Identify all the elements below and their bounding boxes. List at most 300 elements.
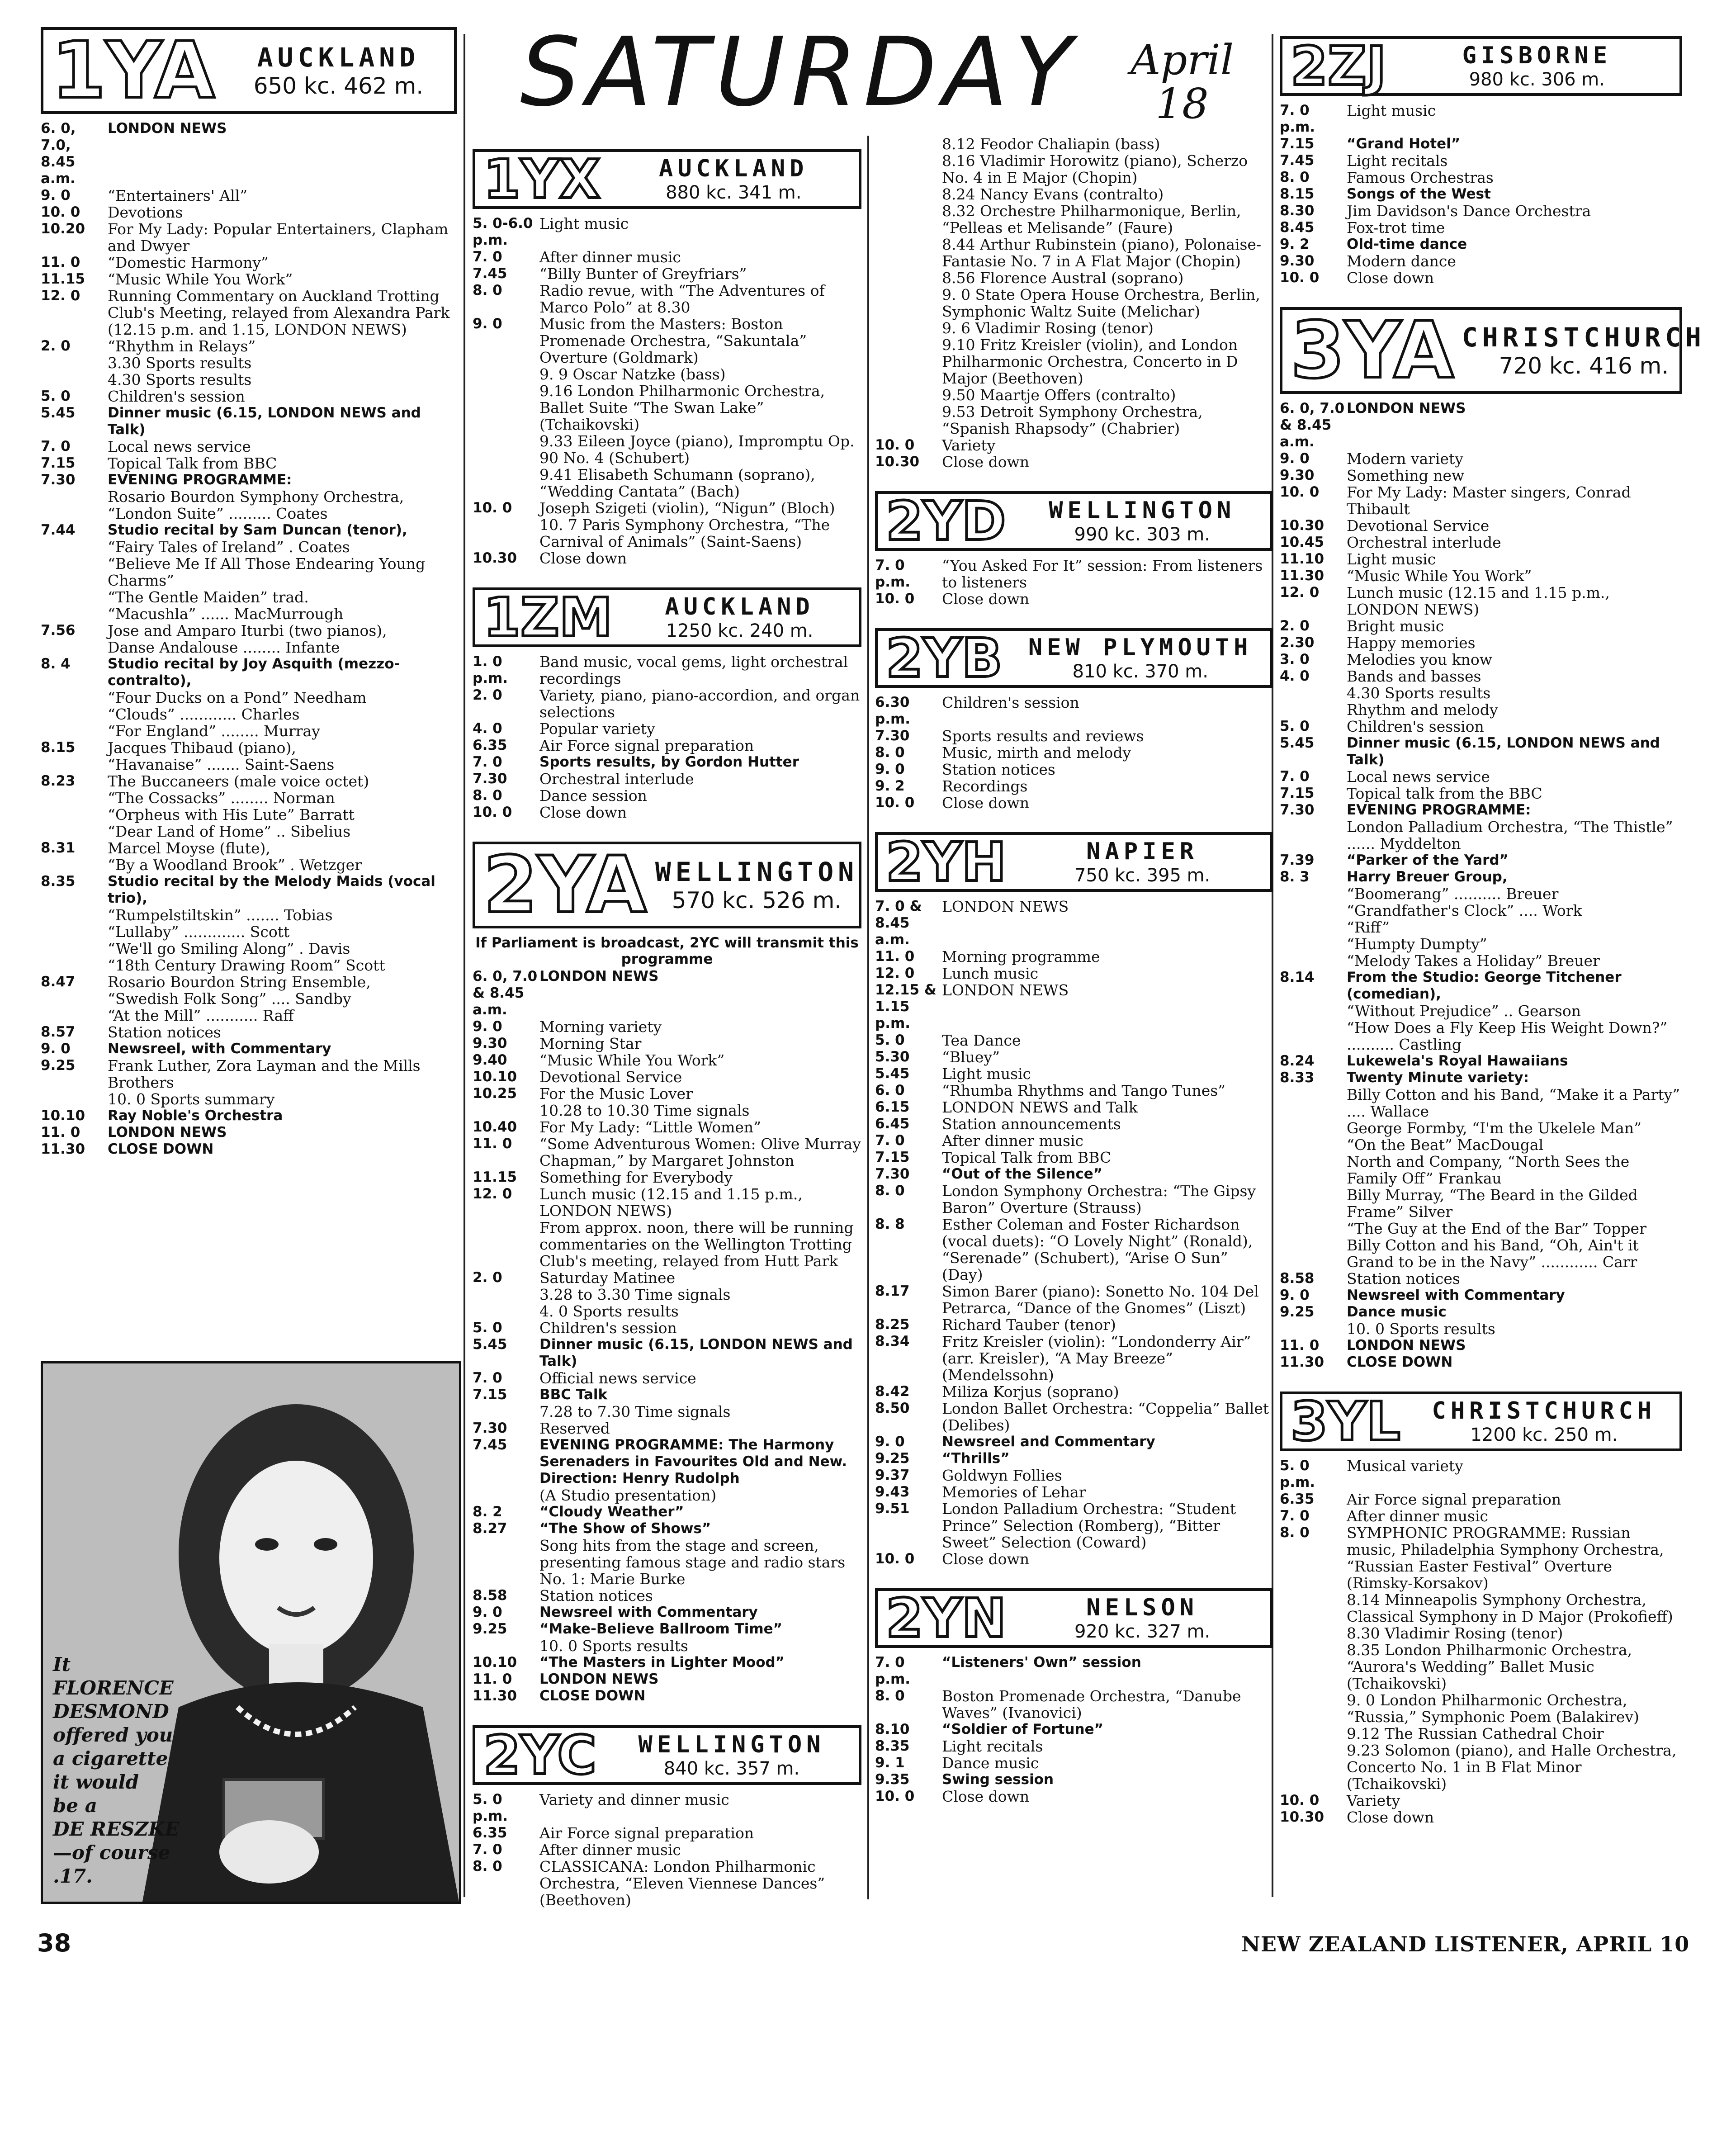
programme-time: 5. 0-6.0 p.m. — [473, 215, 533, 248]
programme-title: “Swedish Folk Song” .... Sandby — [108, 990, 351, 1008]
programme-title: “At the Mill” ........... Raff — [108, 1007, 294, 1024]
programme-time: 6.35 — [473, 1825, 507, 1841]
programme-time: 11.30 — [41, 1141, 85, 1157]
programme-item — [1280, 1625, 1682, 1642]
programme-time: 11.30 — [473, 1688, 517, 1704]
programme-time: 9.25 — [473, 1621, 507, 1637]
station-1ya — [41, 27, 457, 1158]
station-3yl — [1280, 1392, 1682, 1826]
programme-time: 10.25 — [473, 1085, 517, 1102]
programme-time: 9.25 — [41, 1057, 76, 1074]
station-banner — [473, 587, 861, 647]
programme-time — [875, 270, 942, 286]
programme-title: Sports results and reviews — [942, 727, 1144, 745]
programme-time: 9. 0 — [473, 1018, 502, 1035]
programme-item — [473, 1085, 861, 1102]
programme-title: “Soldier of Fortune” — [942, 1721, 1103, 1737]
programme-item — [875, 387, 1273, 403]
programme-time — [1280, 685, 1347, 701]
programme-item — [473, 1437, 861, 1487]
programme-item — [473, 1102, 861, 1119]
programme-title: Running Commentary on Auckland Trotting Club's Meeting, relayed from Alexandra Park (12.15 p.m. and 1.15, LONDON NEWS) — [108, 287, 450, 338]
programme-title: Music from the Masters: Boston Promenade Orchestra, “Sakuntala” Overture (Goldmark) — [539, 315, 807, 366]
programme-title: Frank Luther, Zora Layman and the Mills Brothers — [108, 1057, 421, 1091]
programme-time — [41, 606, 108, 622]
programme-item — [1280, 270, 1682, 286]
programme-item — [875, 152, 1273, 186]
programme-item — [875, 1065, 1273, 1082]
programme-title: “On the Beat” MacDougal — [1347, 1136, 1544, 1154]
programme-title: LONDON NEWS — [539, 968, 659, 985]
programme-time — [1280, 902, 1347, 919]
programme-title: 8.24 Nancy Evans (contralto) — [942, 185, 1164, 203]
programme-item — [1280, 1287, 1682, 1304]
programme-item — [473, 215, 861, 249]
programme-item — [1280, 634, 1682, 651]
programme-item — [1280, 1086, 1682, 1120]
programme-item — [1280, 919, 1682, 936]
programme-item — [875, 591, 1273, 607]
programme-title: “Fairy Tales of Ireland” . Coates — [108, 538, 350, 556]
programme-title: Station notices — [539, 1587, 653, 1605]
station-callsign: 1YX — [475, 152, 609, 206]
programme-time: 8. 3 — [1280, 869, 1310, 885]
programme-title: Song hits from the stage and screen, presenting famous stage and radio stars — [539, 1537, 846, 1571]
programme-time: 7.15 — [473, 1387, 507, 1403]
programme-time: 6. 0, 7.0 & 8.45 a.m. — [473, 968, 538, 1018]
publication-footer: NEW ZEALAND LISTENER, APRIL 10 — [1241, 1932, 1690, 1956]
station-callsign: 3YA — [1282, 310, 1462, 391]
programme-title: Orchestral interlude — [539, 770, 694, 788]
programme-time: 12. 0 — [875, 965, 915, 981]
programme-item — [1280, 852, 1682, 869]
programme-time: 7.15 — [1280, 785, 1315, 801]
programme-title: “Out of the Silence” — [942, 1166, 1103, 1182]
programme-time: 5. 0 — [1280, 718, 1310, 734]
programme-title: “Dear Land of Home” .. Sibelius — [108, 823, 351, 840]
programme-time: 12. 0 — [473, 1186, 512, 1202]
programme-item — [41, 338, 457, 355]
programme-title: CLOSE DOWN — [108, 1141, 214, 1157]
programme-time — [41, 923, 108, 940]
programme-item — [41, 505, 457, 522]
programme-item — [473, 1621, 861, 1638]
programme-item — [875, 982, 1273, 1032]
programme-title: Modern dance — [1347, 252, 1456, 270]
programme-title: Music, mirth and melody — [942, 744, 1131, 762]
programme-item — [473, 1654, 861, 1671]
station-city: NAPIER — [1086, 838, 1199, 865]
programme-item — [473, 500, 861, 516]
programme-item — [1280, 400, 1682, 450]
programme-time: 8. 0 — [1280, 169, 1310, 185]
column-2 — [473, 149, 861, 1929]
programme-item — [1280, 1053, 1682, 1070]
station-1yx-continued — [875, 136, 1273, 470]
programme-title: “18th Century Drawing Room” Scott — [108, 956, 385, 974]
programme-item — [1280, 1809, 1682, 1826]
programme-time — [41, 488, 108, 505]
programme-item — [1280, 253, 1682, 270]
programme-title: Something for Everybody — [539, 1169, 733, 1186]
programme-item — [1280, 1237, 1682, 1270]
programme-title: Dance music — [942, 1754, 1039, 1772]
station-frequency: 1250 kc. 240 m. — [666, 620, 814, 641]
programme-item — [1280, 1354, 1682, 1371]
station-2yh — [875, 832, 1273, 1567]
programme-time: 11.15 — [473, 1169, 517, 1185]
programme-title: “The Show of Shows” — [539, 1520, 711, 1537]
programme-item — [1280, 952, 1682, 969]
programme-title: Topical Talk from BBC — [108, 454, 277, 472]
programme-item — [1280, 1270, 1682, 1287]
programme-time: 8.24 — [1280, 1053, 1315, 1069]
programme-item — [1280, 1070, 1682, 1086]
programme-item — [473, 653, 861, 687]
programme-item — [875, 1283, 1273, 1316]
programme-time — [1280, 1153, 1347, 1187]
programme-title: LONDON NEWS — [942, 981, 1069, 999]
programme-title: After dinner music — [942, 1132, 1084, 1150]
programme-item — [875, 1132, 1273, 1149]
programme-item — [473, 249, 861, 265]
programme-title: Radio revue, with “The Adventures of Marco Polo” at 8.30 — [539, 282, 825, 316]
programme-item — [1280, 651, 1682, 668]
programme-item — [875, 1467, 1273, 1484]
advert-line: FLORENCE — [53, 1677, 174, 1699]
programme-item — [41, 756, 457, 773]
programme-time: 8.25 — [875, 1316, 910, 1333]
programme-title: 9.16 London Philharmonic Orchestra, Ballet Suite “The Swan Lake” (Tchaikovski) — [539, 382, 825, 433]
programme-time: 8. 8 — [875, 1216, 905, 1232]
programme-title: “The Masters in Lighter Mood” — [539, 1654, 785, 1671]
programme-item — [473, 516, 861, 550]
programme-title: 8.12 Feodor Chaliapin (bass) — [942, 135, 1160, 153]
programme-title: Topical talk from the BBC — [1347, 785, 1542, 802]
programme-item — [875, 186, 1273, 203]
programme-item — [473, 282, 861, 316]
programme-time: 8. 0 — [473, 787, 502, 804]
programme-time: 10. 0 — [875, 591, 915, 607]
programme-time: 7.45 — [473, 265, 507, 282]
programme-time — [875, 186, 942, 203]
programme-title: LONDON NEWS — [108, 1124, 227, 1141]
programme-time: 4. 0 — [473, 720, 502, 737]
station-city: GISBORNE — [1462, 42, 1612, 69]
programme-title: 3.28 to 3.30 Time signals — [539, 1286, 731, 1303]
programme-item — [1280, 969, 1682, 1003]
programme-time — [41, 940, 108, 957]
programme-time: 7. 0 — [1280, 768, 1310, 785]
programme-time: 8. 0 — [473, 1858, 502, 1874]
programme-title: LONDON NEWS — [942, 898, 1069, 915]
programme-title: Studio recital by the Melody Maids (vocal trio), — [108, 873, 435, 906]
programme-time: 6.30 p.m. — [875, 694, 911, 727]
programme-title: “Thrills” — [942, 1450, 1010, 1467]
programme-title: Light recitals — [1347, 152, 1448, 170]
programme-item — [41, 522, 457, 539]
programme-item — [1280, 1304, 1682, 1321]
programme-title: “Macushla” ...... MacMurrough — [108, 605, 344, 623]
programme-title: Light music — [539, 215, 629, 232]
programme-time: 8.42 — [875, 1383, 910, 1400]
programme-time — [1280, 1725, 1347, 1742]
programme-time: 8.10 — [875, 1721, 910, 1737]
programme-item — [41, 622, 457, 639]
station-city: AUCKLAND — [257, 42, 420, 73]
programme-time: 8.33 — [1280, 1070, 1315, 1086]
station-callsign: 2YD — [878, 494, 1014, 548]
programme-title: 8.56 Florence Austral (soprano) — [942, 269, 1184, 287]
programme-title: “Some Adventurous Women: Olive Murray Chapman,” by Margaret Johnston — [539, 1135, 861, 1169]
advert-line: It — [53, 1653, 71, 1676]
programme-item — [875, 1721, 1273, 1738]
advert-copy — [53, 1653, 225, 1888]
programme-title: 4.30 Sports results — [108, 371, 252, 388]
programme-item — [875, 1216, 1273, 1283]
programme-item — [473, 1825, 861, 1841]
programme-title: Billy Cotton and his Band, “Oh, Ain't it Grand to be in the Navy” ............ Carr — [1347, 1236, 1639, 1271]
programme-time: 5. 0 — [473, 1320, 502, 1336]
programme-item — [473, 1269, 861, 1286]
programme-time: 5. 0 — [41, 388, 71, 404]
programme-title: Air Force signal preparation — [1347, 1491, 1561, 1508]
programme-item — [41, 555, 457, 589]
programme-item — [1280, 1120, 1682, 1136]
programme-item — [1280, 701, 1682, 718]
programme-item — [41, 974, 457, 990]
programme-title: Air Force signal preparation — [539, 737, 754, 754]
programme-title: Close down — [942, 590, 1030, 608]
programme-time: 2.30 — [1280, 634, 1315, 651]
programme-time: 9. 0 — [473, 1604, 502, 1620]
programme-title: 9.53 Detroit Symphony Orchestra, “Spanish Rhapsody” (Chabrier) — [942, 403, 1203, 437]
programme-item — [473, 1119, 861, 1136]
programme-title: Morning programme — [942, 948, 1100, 966]
programme-item — [875, 1788, 1273, 1805]
station-3ya — [1280, 305, 1706, 1371]
programme-title: Close down — [539, 549, 627, 567]
programme-item — [473, 466, 861, 500]
programme-title: Children's session — [942, 694, 1079, 711]
programme-item — [875, 965, 1273, 982]
programme-time — [473, 1403, 539, 1420]
programme-item — [1280, 1136, 1682, 1153]
programme-item — [1280, 152, 1682, 169]
programme-item — [473, 550, 861, 567]
programme-time: 9. 2 — [1280, 236, 1310, 252]
programme-item — [41, 271, 457, 288]
programme-item — [1280, 902, 1682, 919]
station-city: AUCKLAND — [665, 593, 814, 620]
station-banner — [41, 27, 457, 114]
programme-item — [1280, 718, 1682, 735]
programme-title: CLASSICANA: London Philharmonic Orchestra, “Eleven Viennese Dances” (Beethoven) — [539, 1858, 825, 1909]
programme-time: 2. 0 — [473, 687, 502, 703]
programme-time: 8.14 — [1280, 969, 1315, 985]
programme-item — [1280, 1321, 1682, 1337]
programme-title: Orchestral interlude — [1347, 534, 1501, 551]
programme-title: Close down — [1347, 269, 1434, 287]
programme-title: “Riff” — [1347, 918, 1390, 936]
programme-item — [1280, 467, 1682, 484]
station-info — [1011, 631, 1271, 685]
programme-time: 7.15 — [875, 1149, 910, 1165]
programme-title: Jim Davidson's Dance Orchestra — [1347, 202, 1591, 220]
station-city: CHRISTCHURCH — [1432, 1397, 1656, 1425]
programme-item — [41, 957, 457, 974]
programme-title: Light music — [1347, 550, 1436, 568]
station-frequency: 880 kc. 341 m. — [666, 182, 802, 203]
page-number: 38 — [37, 1929, 71, 1957]
programme-item — [1280, 869, 1682, 885]
programme-item — [41, 840, 457, 857]
programme-title: Light music — [1347, 102, 1436, 119]
programme-item — [875, 1500, 1273, 1551]
programme-title: Happy memories — [1347, 634, 1476, 652]
programme-title: Jose and Amparo Iturbi (two pianos), — [108, 622, 387, 639]
programme-item — [473, 1858, 861, 1908]
programme-item — [1280, 102, 1682, 136]
programme-item — [41, 606, 457, 622]
programme-title: The Buccaneers (male voice octet) — [108, 772, 369, 790]
programme-item — [875, 236, 1273, 270]
programme-item — [875, 1333, 1273, 1383]
programme-item — [473, 771, 861, 787]
station-info — [620, 590, 859, 644]
programme-item — [875, 1032, 1273, 1049]
programme-item — [1280, 1792, 1682, 1809]
programme-time: 10. 0 — [1280, 270, 1320, 286]
station-city: WELLINGTON — [655, 857, 859, 887]
programme-title: Sports results, by Gordon Hutter — [539, 754, 799, 770]
programme-title: Station notices — [1347, 1270, 1460, 1287]
programme-title: “Believe Me If All Those Endearing Young Charms” — [108, 555, 426, 589]
station-info — [1014, 1591, 1270, 1645]
station-frequency: 1200 kc. 250 m. — [1470, 1425, 1618, 1445]
programme-title: After dinner music — [539, 248, 681, 266]
station-callsign: 2ZJ — [1282, 39, 1395, 93]
programme-time: 8.17 — [875, 1283, 910, 1299]
programme-item — [473, 433, 861, 466]
programme-title: Station notices — [108, 1023, 221, 1041]
programme-title: Saturday Matinee — [539, 1269, 676, 1287]
programme-title: “By a Woodland Brook” . Wetzger — [108, 856, 362, 874]
programme-time: 5.45 — [1280, 735, 1315, 751]
programme-time: 9. 0 — [41, 187, 71, 204]
programme-item — [41, 472, 457, 488]
programme-time: 7. 0 — [875, 1132, 905, 1149]
programme-item — [41, 1041, 457, 1057]
programme-time: 11. 0 — [875, 948, 915, 965]
programme-item — [473, 1604, 861, 1621]
programme-time — [875, 387, 942, 403]
programme-time: 7.15 — [41, 455, 76, 471]
programme-title: Bands and basses — [1347, 667, 1481, 685]
programme-time: 10. 0 — [473, 500, 512, 516]
station-info — [609, 152, 859, 206]
programme-title: No. 1: Marie Burke — [539, 1570, 686, 1588]
station-callsign: 2YH — [878, 835, 1014, 889]
programme-item — [1280, 1742, 1682, 1792]
programme-title: 8.32 Orchestre Philharmonique, Berlin, “Pelleas et Melisande” (Faure) — [942, 202, 1241, 237]
programme-title: Something new — [1347, 467, 1465, 484]
programme-title: Rhythm and melody — [1347, 701, 1498, 719]
programme-item — [1280, 1524, 1682, 1591]
programme-title: Close down — [942, 1788, 1030, 1805]
programme-time — [1280, 1086, 1347, 1120]
programme-item — [1280, 169, 1682, 186]
programme-time: 10.20 — [41, 221, 85, 237]
programme-title: Simon Barer (piano): Sonetto No. 104 Del Petrarca, “Dance of the Gnomes” (Liszt) — [942, 1283, 1259, 1317]
programme-title: North and Company, “North Sees the Family Off” Frankau — [1347, 1153, 1630, 1187]
station-frequency: 650 kc. 462 m. — [253, 73, 424, 99]
programme-title: Rosario Bourdon String Ensemble, — [108, 973, 371, 991]
column-4 — [1280, 35, 1706, 1846]
programme-item — [473, 366, 861, 383]
programme-item — [41, 940, 457, 957]
programme-time — [473, 516, 539, 550]
programme-time: 10.30 — [875, 454, 920, 470]
programme-time: 7. 0 — [1280, 1508, 1310, 1524]
programme-time: 7.30 — [1280, 802, 1315, 818]
programme-title: Dinner music (6.15, LONDON NEWS and Talk) — [539, 1336, 853, 1369]
programme-item — [875, 136, 1273, 152]
programme-time: 11. 0 — [41, 254, 80, 270]
programme-time — [41, 790, 108, 806]
programme-time: 5. 0 p.m. — [1280, 1458, 1315, 1491]
programme-item — [1280, 885, 1682, 902]
programme-time: 9.30 — [1280, 467, 1315, 483]
programme-title: “Melody Takes a Holiday” Breuer — [1347, 952, 1600, 970]
programme-item — [1280, 534, 1682, 551]
programme-title: 9.10 Fritz Kreisler (violin), and London Philharmonic Orchestra, Concerto in D Major (Beethoven) — [942, 336, 1238, 387]
programme-item — [1280, 584, 1682, 618]
programme-time: 7.45 — [473, 1437, 507, 1453]
programme-time — [1280, 1642, 1347, 1692]
programme-title: 8.14 Minneapolis Symphony Orchestra, Classical Symphony in D Major (Prokofieff) — [1347, 1591, 1673, 1625]
programme-item — [1280, 186, 1682, 203]
programme-time — [1280, 1187, 1347, 1220]
programme-item — [41, 355, 457, 371]
programme-time: 10.30 — [473, 550, 517, 566]
programme-item — [1280, 136, 1682, 152]
programme-item — [41, 1091, 457, 1108]
station-city: NEW PLYMOUTH — [1028, 634, 1253, 661]
programme-time: 12.15 & 1.15 p.m. — [875, 982, 937, 1032]
programme-time: 8.30 — [1280, 203, 1315, 219]
programme-time: 8. 0 — [1280, 1524, 1310, 1541]
programme-time — [473, 1487, 539, 1504]
column-rule — [867, 136, 869, 1899]
programme-title: EVENING PROGRAMME: — [1347, 802, 1531, 818]
advert-line: a cigarette — [53, 1747, 168, 1770]
programme-time: 8.27 — [473, 1520, 507, 1537]
programme-time: 8.45 — [1280, 219, 1315, 236]
station-banner — [473, 1725, 861, 1785]
programme-time: 9.30 — [473, 1035, 507, 1051]
programme-title: Children's session — [539, 1319, 677, 1337]
station-callsign: 2YA — [475, 844, 655, 926]
programme-item — [41, 254, 457, 271]
programme-title: 9.41 Elisabeth Schumann (soprano), “Wedding Cantata” (Bach) — [539, 466, 815, 500]
programme-time — [875, 236, 942, 270]
programme-title: LONDON NEWS — [1347, 1337, 1466, 1354]
programme-time: 6.45 — [875, 1116, 910, 1132]
programme-title: Close down — [942, 794, 1030, 812]
programme-time — [1280, 952, 1347, 969]
programme-item — [1280, 1725, 1682, 1742]
